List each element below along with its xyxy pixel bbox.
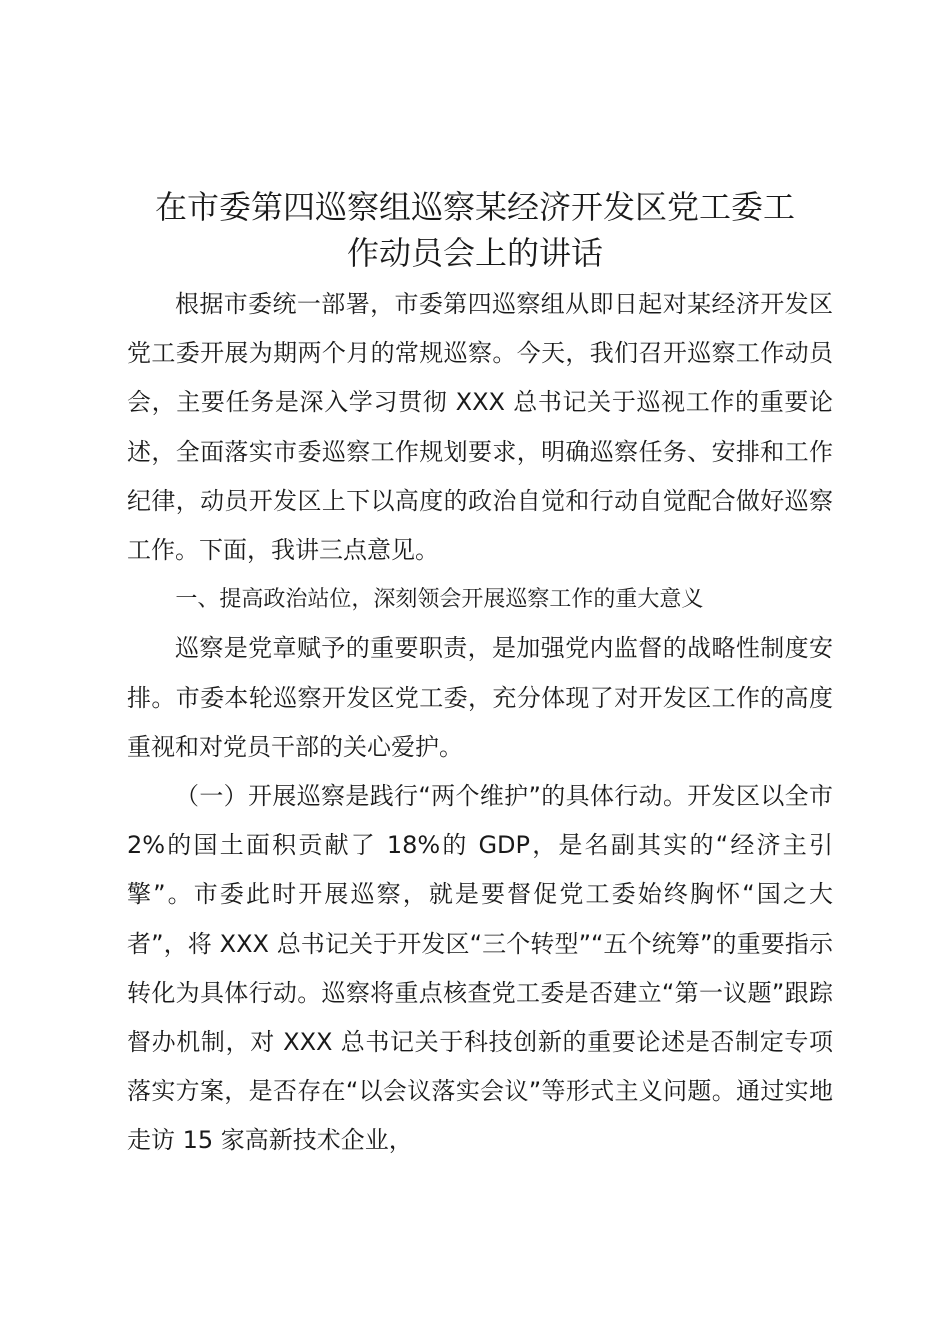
intro-paragraph: 根据市委统一部署，市委第四巡察组从即日起对某经济开发区党工委开展为期两个月的常规巡察。今天，我们召开巡察工作动员会，主要任务是深入学习贯彻 XXX 总书记关于巡视工作的重要论述，全面落实市委巡察工作规划要求，明确巡察任务、安排和工作纪律，动员开发区上下以高度的政治自觉和行动自觉配合做好巡察工作。下面，我讲三点意见。 (127, 290, 833, 565)
title-line-1: 在市委第四巡察组巡察某经济开发区党工委工 (154, 188, 795, 226)
document-body (127, 280, 833, 1166)
document-title (120, 184, 830, 276)
section-heading-1: 一、提高政治站位，深刻领会开展巡察工作的重大意义 (175, 587, 704, 613)
title-line-2: 作动员会上的讲话 (346, 234, 603, 272)
subsection-1-paragraph: （一）开展巡察是践行“两个维护”的具体行动。开发区以全市 2%的国土面积贡献了 18%的 GDP，是名副其实的“经济主引擎”。市委此时开展巡察，就是要督促党工委始终胸怀“国之大者”，将 XXX 总书记关于开发区“三个转型”“五个统筹”的重要指示转化为具体行动。巡察将重点核查党工委是否建立“第一议题”跟踪督办机制，对 XXX 总书记关于科技创新的重要论述是否制定专项落实方案，是否存在“以会议落实会议”等形式主义问题。通过实地走访 15 家高新技术企业， (127, 782, 833, 1155)
section-1-paragraph: 巡察是党章赋予的重要职责，是加强党内监督的战略性制度安排。市委本轮巡察开发区党工委，充分体现了对开发区工作的高度重视和对党员干部的关心爱护。 (127, 634, 833, 761)
